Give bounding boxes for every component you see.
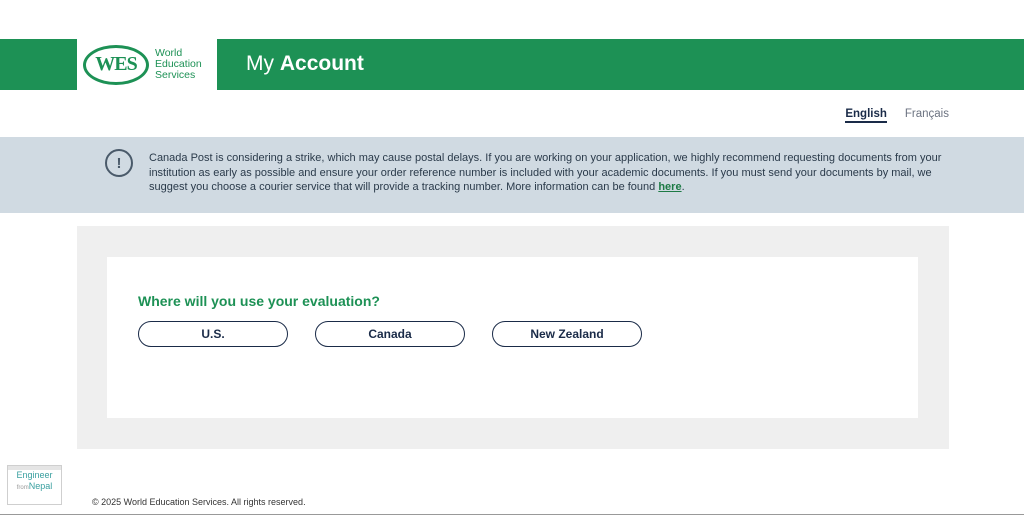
language-english-link[interactable]: English — [845, 108, 887, 123]
watermark-line-2: from — [16, 485, 29, 491]
bottom-divider — [0, 514, 1024, 515]
wes-logo[interactable] — [77, 39, 217, 90]
watermark-line-2-3 — [8, 481, 61, 494]
exclamation-circle-icon: ! — [105, 149, 133, 177]
page-title — [246, 52, 364, 76]
wes-logo-text — [155, 48, 202, 81]
language-switcher — [845, 108, 949, 123]
option-new-zealand-button[interactable]: New Zealand — [492, 321, 642, 347]
logo-line-3: Services — [155, 69, 196, 81]
page-title-prefix: My — [246, 52, 274, 75]
alert-message-text: Canada Post is considering a strike, which may cause postal delays. If you are working on your application, we highly recommend requesting documents from your institution as early as possible and ensure your order reference number is included with your academic documents. If you must send your documents by mail, we suggest you choose a courier service that will provide a tracking number. More information can be found — [149, 152, 942, 194]
language-french-link[interactable]: Français — [904, 108, 949, 120]
evaluation-question: Where will you use your evaluation? — [138, 293, 380, 309]
watermark-line-1: Engineer — [16, 470, 53, 480]
wes-logo-mark: WES — [83, 45, 149, 85]
alert-more-info-link[interactable]: here — [658, 181, 682, 194]
logo-line-1: World — [155, 47, 183, 59]
alert-message-end: . — [681, 181, 685, 194]
page-title-strong: Account — [279, 52, 364, 75]
watermark-line-3: Nepal — [28, 481, 53, 491]
footer-copyright: © 2025 World Education Services. All rights reserved. — [92, 497, 306, 507]
option-canada-button[interactable]: Canada — [315, 321, 465, 347]
watermark-logo — [7, 465, 62, 505]
logo-line-2: Education — [155, 58, 202, 70]
option-us-button[interactable]: U.S. — [138, 321, 288, 347]
alert-message — [149, 151, 949, 195]
